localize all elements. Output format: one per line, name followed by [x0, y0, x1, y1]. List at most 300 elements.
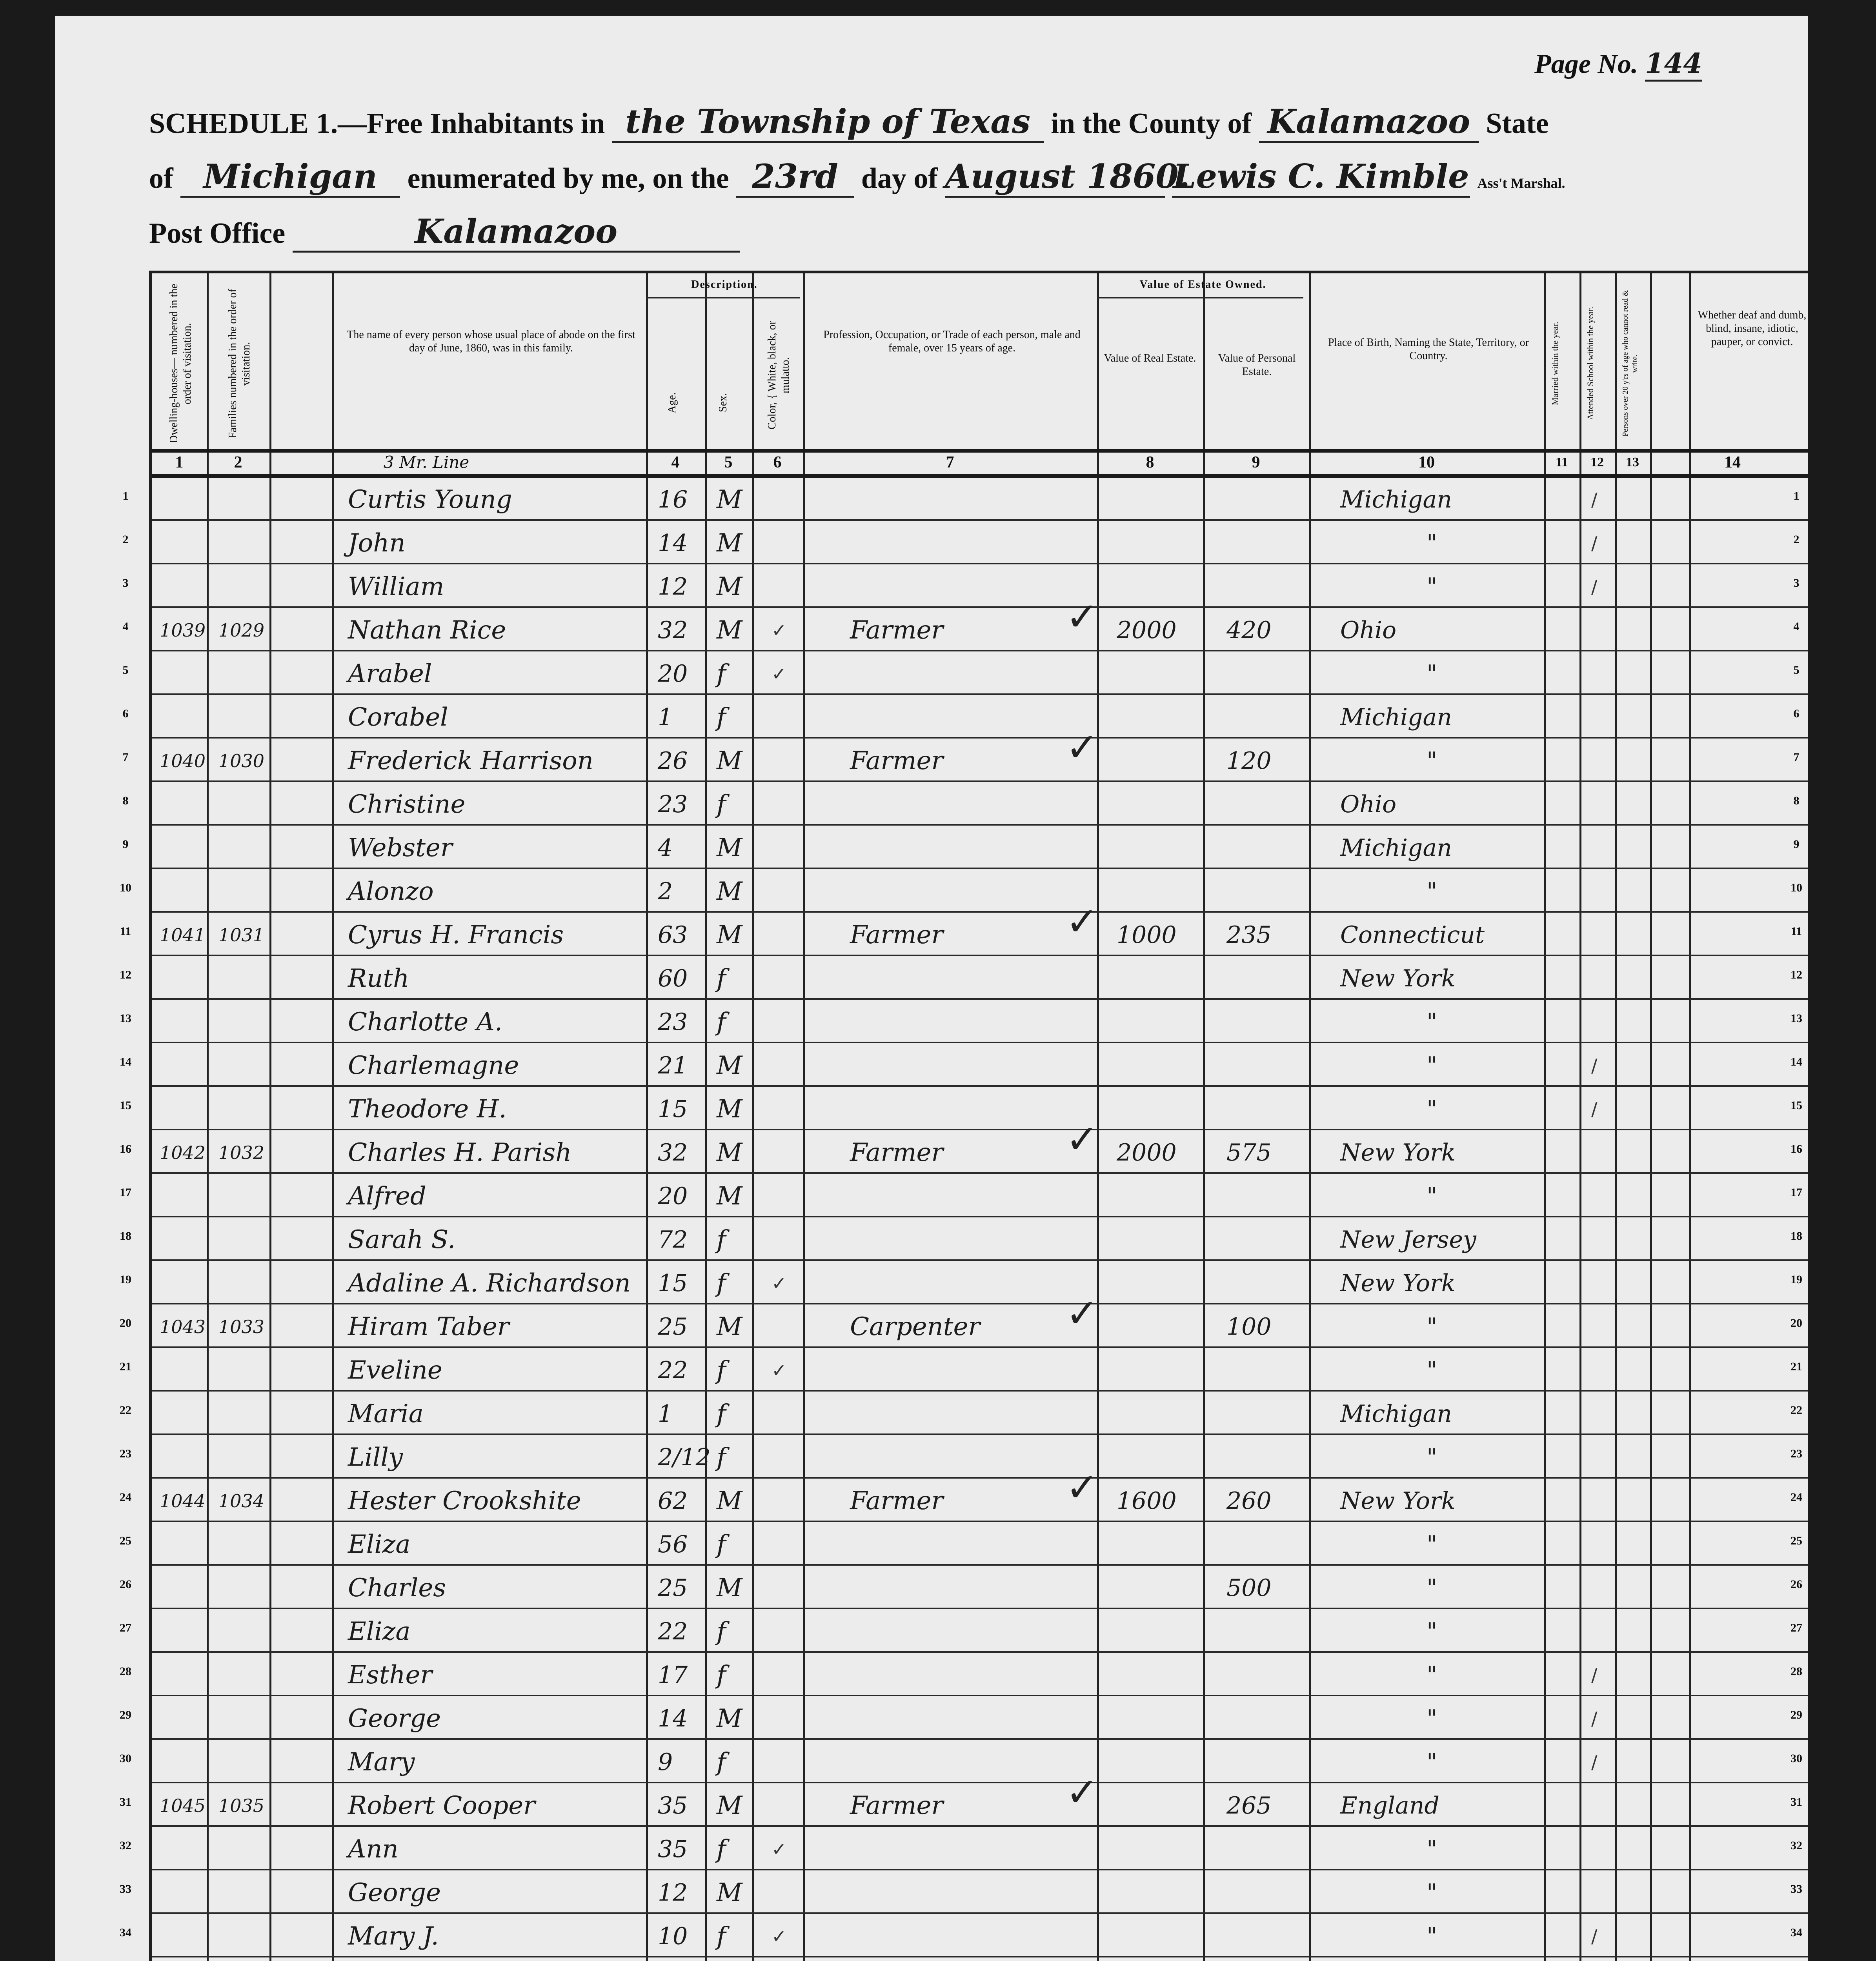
colnum: 11: [1555, 455, 1568, 469]
row-number-right: 10: [1790, 881, 1802, 894]
cell-school: /: [1591, 1752, 1598, 1773]
cell-re: 1000: [1117, 921, 1177, 949]
cell-name: Charles H. Parish: [348, 1138, 572, 1167]
cell-fam: 1030: [218, 750, 265, 771]
cell-school: /: [1591, 533, 1598, 554]
row-number-right: 16: [1790, 1142, 1802, 1155]
cell-age: 26: [658, 747, 688, 775]
cell-birth: New York: [1340, 1487, 1456, 1515]
cell-sex: f: [717, 1835, 726, 1864]
county-label: in the County of: [1051, 107, 1252, 140]
cell-re: 2000: [1117, 617, 1177, 644]
cell-birth: ": [1427, 1748, 1437, 1776]
cell-birth: ": [1427, 529, 1437, 557]
cell-age: 62: [658, 1487, 688, 1515]
header-color: Color, { White, black, or mulatto.: [766, 321, 792, 430]
row-rule: [152, 1172, 1808, 1174]
row-number-left: 34: [120, 1926, 131, 1939]
cell-birth: ": [1427, 1835, 1437, 1863]
col-rule: [1615, 273, 1617, 1961]
cell-sex: f: [717, 1225, 726, 1254]
cell-sex: M: [717, 616, 742, 645]
cell-chk: ✓: [1066, 724, 1099, 770]
cell-occ: Farmer: [850, 616, 943, 645]
row-number-right: 27: [1790, 1621, 1802, 1634]
page-number: [1534, 47, 1702, 82]
cell-re: 1600: [1117, 1487, 1177, 1515]
row-rule: [152, 1216, 1808, 1217]
marshal-title: Ass't Marshal.: [1477, 175, 1565, 191]
row-number-left: 4: [122, 620, 129, 633]
col-rule: [1650, 273, 1652, 1961]
cell-birth: ": [1427, 1705, 1437, 1732]
cell-name: Adaline A. Richardson: [348, 1269, 631, 1298]
header-occupation: Profession, Occupation, or Trade of each person, male and female, over 15 years of age.: [823, 329, 1081, 354]
cell-age: 32: [658, 1139, 688, 1166]
row-rule: [152, 1521, 1808, 1522]
row-number-left: 14: [120, 1055, 131, 1068]
cell-sex: f: [717, 703, 726, 732]
cell-dw: 1040: [160, 750, 206, 771]
cell-sex: M: [717, 746, 742, 775]
cell-age: 22: [658, 1618, 688, 1645]
row-number-right: 3: [1793, 577, 1800, 589]
row-number-right: 31: [1790, 1795, 1802, 1808]
cell-age: 12: [658, 573, 688, 600]
row-number-left: 20: [120, 1317, 131, 1330]
row-number-left: 19: [120, 1273, 131, 1286]
row-number-left: 24: [120, 1491, 131, 1504]
cell-school: /: [1591, 1708, 1598, 1729]
state-field: Michigan: [180, 157, 400, 198]
header-age: Age.: [666, 392, 678, 413]
cell-sex: f: [717, 1356, 726, 1385]
cell-name: Alonzo: [348, 877, 434, 906]
cell-age: 20: [658, 1182, 688, 1210]
month-year-field: August 1860.: [945, 157, 1165, 198]
cell-age: 23: [658, 791, 688, 818]
cell-birth: New York: [1340, 1139, 1456, 1166]
cell-name: Charles: [348, 1574, 446, 1603]
row-number-right: 12: [1790, 968, 1802, 981]
cell-name: Arabel: [348, 659, 432, 688]
cell-sex: M: [717, 1704, 742, 1733]
row-number-right: 4: [1793, 620, 1800, 633]
cell-age: 14: [658, 1705, 688, 1732]
col-rule: [803, 273, 805, 1961]
row-number-left: 8: [122, 794, 129, 807]
cell-name: Charlemagne: [348, 1051, 519, 1080]
row-number-left: 16: [120, 1142, 131, 1155]
cell-birth: ": [1427, 573, 1437, 600]
row-rule: [152, 911, 1808, 913]
cell-occ: Farmer: [850, 920, 943, 950]
cell-birth: ": [1427, 1618, 1437, 1645]
cell-age: 72: [658, 1226, 688, 1253]
row-rule: [152, 824, 1808, 826]
cell-sex: M: [717, 1486, 742, 1515]
cell-school: /: [1591, 1055, 1598, 1076]
cell-name: Theodore H.: [348, 1095, 507, 1124]
cell-name: Curtis Young: [348, 485, 512, 514]
col-rule: [269, 273, 271, 1961]
day-field: 23rd: [736, 157, 854, 198]
cell-birth: ": [1427, 660, 1437, 688]
cell-fam: 1034: [218, 1490, 265, 1512]
header-line-3: [149, 212, 740, 253]
cell-age: 10: [658, 1923, 688, 1950]
cell-occ: Farmer: [850, 1486, 943, 1515]
cell-age: 22: [658, 1357, 688, 1384]
cell-name: Robert Cooper: [348, 1791, 535, 1820]
cell-age: 4: [658, 834, 673, 862]
cell-birth: Michigan: [1340, 834, 1452, 862]
cell-occ: Farmer: [850, 1791, 943, 1820]
row-rule: [152, 780, 1808, 782]
cell-age: 17: [658, 1661, 688, 1689]
cell-name: Hiram Taber: [348, 1312, 509, 1341]
row-rule: [152, 1042, 1808, 1043]
row-rule: [152, 1869, 1808, 1870]
cell-sex: M: [717, 877, 742, 906]
cell-sex: M: [717, 1095, 742, 1124]
cell-col: ✓: [772, 1360, 787, 1381]
row-rule: [152, 519, 1808, 521]
cell-birth: ": [1427, 1879, 1437, 1906]
cell-birth: ": [1427, 1182, 1437, 1210]
cell-age: 56: [658, 1531, 688, 1558]
row-number-left: 26: [120, 1578, 131, 1591]
township-field: the Township of Texas: [612, 102, 1044, 143]
cell-pe: 120: [1226, 747, 1272, 775]
colnum: 2: [234, 453, 242, 471]
row-number-right: 20: [1790, 1317, 1802, 1330]
row-number-left: 31: [120, 1795, 131, 1808]
row-number-left: 13: [120, 1012, 131, 1025]
cell-pe: 235: [1226, 921, 1272, 949]
cell-birth: ": [1427, 1357, 1437, 1384]
cell-name: Alfred: [348, 1182, 426, 1211]
col-rule: [1579, 273, 1581, 1961]
row-number-right: 28: [1790, 1665, 1802, 1678]
census-sheet: [55, 16, 1808, 1961]
row-number-right: 25: [1790, 1534, 1802, 1547]
row-rule: [152, 1564, 1808, 1566]
cell-birth: ": [1427, 1313, 1437, 1341]
header-school: Attended School within the year.: [1585, 307, 1595, 420]
cell-birth: ": [1427, 1095, 1437, 1123]
cell-pe: 100: [1226, 1313, 1272, 1341]
cell-birth: ": [1427, 1008, 1437, 1036]
row-number-right: 8: [1793, 794, 1800, 807]
row-number-left: 7: [122, 751, 129, 764]
cell-name: Eliza: [348, 1617, 411, 1646]
header-description: Description.: [691, 278, 758, 291]
of-label: of: [149, 162, 173, 195]
estate-rule: [1097, 297, 1303, 298]
cell-sex: f: [717, 1661, 726, 1690]
row-number-left: 1: [122, 489, 129, 502]
cell-sex: M: [717, 1051, 742, 1080]
col-rule: [1544, 273, 1546, 1961]
cell-col: ✓: [772, 620, 787, 641]
col-rule: [752, 273, 754, 1961]
row-rule: [152, 1651, 1808, 1653]
post-office-field: Kalamazoo: [293, 212, 740, 253]
colnum-3-note: 3 Mr. Line: [383, 453, 469, 472]
row-number-right: 26: [1790, 1578, 1802, 1591]
row-number-right: 23: [1790, 1447, 1802, 1460]
cell-school: /: [1591, 1926, 1598, 1947]
cell-birth: Connecticut: [1340, 921, 1485, 949]
row-number-right: 18: [1790, 1230, 1802, 1242]
census-table: [149, 271, 1808, 1961]
cell-age: 1: [658, 704, 673, 731]
header-real-estate: Value of Real Estate.: [1104, 352, 1196, 364]
col-rule: [207, 273, 209, 1961]
cell-age: 9: [658, 1748, 673, 1776]
cell-pe: 420: [1226, 617, 1272, 644]
cell-chk: ✓: [1066, 1464, 1099, 1510]
row-rule: [152, 1477, 1808, 1479]
cell-school: /: [1591, 1099, 1598, 1120]
row-number-left: 15: [120, 1099, 131, 1112]
cell-chk: ✓: [1066, 1769, 1099, 1815]
cell-sex: M: [717, 1574, 742, 1603]
cell-pe: 575: [1226, 1139, 1272, 1166]
row-number-right: 5: [1793, 664, 1800, 677]
cell-name: Frederick Harrison: [348, 746, 593, 775]
colnum: 1: [175, 453, 184, 471]
cell-sex: f: [717, 1748, 726, 1777]
cell-age: 15: [658, 1270, 688, 1297]
header-family: Families numbered in the order of visitation.: [227, 289, 252, 438]
cell-sex: M: [717, 1791, 742, 1820]
post-office-label: Post Office: [149, 217, 286, 249]
cell-sex: f: [717, 1269, 726, 1298]
cell-occ: Farmer: [850, 746, 943, 775]
colnum: 14: [1724, 453, 1741, 471]
row-number-right: 2: [1793, 533, 1800, 546]
cell-birth: ": [1427, 878, 1437, 905]
cell-chk: ✓: [1066, 899, 1099, 944]
row-rule: [152, 1956, 1808, 1957]
cell-birth: ": [1427, 1661, 1437, 1689]
row-number-left: 12: [120, 968, 131, 981]
cell-name: Corabel: [348, 703, 448, 732]
header-line-1: [149, 102, 1549, 143]
colnum: 7: [946, 453, 954, 471]
colnum: 10: [1418, 453, 1435, 471]
cell-occ: Carpenter: [850, 1312, 980, 1341]
header-illiterate: Persons over 20 y'rs of age who cannot read & write.: [1621, 290, 1639, 437]
row-number-right: 9: [1793, 838, 1800, 851]
cell-name: Sarah S.: [348, 1225, 456, 1254]
schedule-label: SCHEDULE 1.: [149, 107, 338, 140]
row-rule: [152, 1825, 1808, 1827]
col-rule: [705, 273, 707, 1961]
row-rule: [152, 1303, 1808, 1304]
cell-fam: 1032: [218, 1142, 265, 1163]
description-rule: [646, 297, 800, 298]
cell-birth: ": [1427, 1444, 1437, 1471]
cell-col: ✓: [772, 1926, 787, 1947]
cell-sex: M: [717, 529, 742, 558]
row-number-right: 33: [1790, 1883, 1802, 1896]
cell-name: George: [348, 1704, 441, 1733]
colnum: 6: [773, 453, 782, 471]
row-rule: [152, 606, 1808, 608]
cell-age: 23: [658, 1008, 688, 1036]
row-number-right: 15: [1790, 1099, 1802, 1112]
colnum: 8: [1146, 453, 1154, 471]
row-number-left: 5: [122, 664, 129, 677]
cell-age: 20: [658, 660, 688, 688]
cell-birth: New York: [1340, 965, 1456, 992]
row-number-left: 6: [122, 707, 129, 720]
row-number-right: 7: [1793, 751, 1800, 764]
cell-sex: f: [717, 790, 726, 819]
header-birthplace: Place of Birth, Naming the State, Territory, or Country.: [1328, 337, 1529, 362]
colnum: 5: [724, 453, 733, 471]
cell-birth: Michigan: [1340, 704, 1452, 731]
col-rule: [1309, 273, 1311, 1961]
cell-col: ✓: [772, 1273, 787, 1294]
cell-birth: New Jersey: [1340, 1226, 1476, 1253]
header-infirmities: Whether deaf and dumb, blind, insane, idiotic, pauper, or convict.: [1698, 309, 1807, 348]
page-number-value: 144: [1645, 47, 1702, 82]
cell-birth: Ohio: [1340, 617, 1397, 644]
row-rule: [152, 1738, 1808, 1740]
cell-name: Christine: [348, 790, 466, 819]
cell-sex: M: [717, 833, 742, 862]
row-number-right: 13: [1790, 1012, 1802, 1025]
cell-dw: 1044: [160, 1490, 206, 1512]
cell-sex: M: [717, 920, 742, 950]
cell-pe: 260: [1226, 1487, 1272, 1515]
cell-age: 14: [658, 529, 688, 557]
cell-age: 2/12: [658, 1444, 711, 1471]
state-label: State: [1486, 107, 1549, 140]
cell-sex: M: [717, 1312, 742, 1341]
cell-dw: 1041: [160, 924, 206, 946]
cell-age: 16: [658, 486, 688, 513]
cell-sex: M: [717, 1182, 742, 1211]
row-number-left: 22: [120, 1404, 131, 1417]
row-rule: [152, 868, 1808, 869]
row-rule: [152, 1085, 1808, 1087]
row-rule: [152, 650, 1808, 651]
row-rule: [152, 737, 1808, 739]
cell-age: 25: [658, 1313, 688, 1341]
row-number-left: 18: [120, 1230, 131, 1242]
enumerated-label: enumerated by me, on the: [407, 162, 729, 195]
cell-age: 35: [658, 1835, 688, 1863]
cell-sex: f: [717, 1922, 726, 1951]
cell-name: Cyrus H. Francis: [348, 920, 564, 950]
cell-sex: f: [717, 659, 726, 688]
cell-col: ✓: [772, 663, 787, 684]
colnum: 9: [1252, 453, 1260, 471]
cell-re: 2000: [1117, 1139, 1177, 1166]
cell-age: 15: [658, 1095, 688, 1123]
cell-age: 12: [658, 1879, 688, 1906]
row-number-right: 32: [1790, 1839, 1802, 1852]
row-rule: [152, 693, 1808, 695]
cell-name: John: [348, 529, 406, 558]
cell-name: Webster: [348, 833, 453, 862]
col-rule: [646, 273, 648, 1961]
header-personal-estate: Value of Personal Estate.: [1218, 352, 1296, 378]
colnum: 4: [671, 453, 680, 471]
cell-name: Eliza: [348, 1530, 411, 1559]
colnum: 13: [1626, 455, 1639, 469]
cell-birth: ": [1427, 1574, 1437, 1602]
row-number-right: 34: [1790, 1926, 1802, 1939]
cell-name: Esther: [348, 1661, 432, 1690]
page-number-label: Page No.: [1534, 49, 1638, 79]
cell-name: Charlotte A.: [348, 1008, 503, 1037]
cell-fam: 1033: [218, 1316, 265, 1337]
cell-sex: f: [717, 1443, 726, 1472]
row-number-right: 14: [1790, 1055, 1802, 1068]
cell-birth: New York: [1340, 1270, 1456, 1297]
row-number-left: 21: [120, 1360, 131, 1373]
cell-dw: 1043: [160, 1316, 206, 1337]
row-number-left: 23: [120, 1447, 131, 1460]
cell-fam: 1035: [218, 1795, 265, 1816]
row-rule: [152, 955, 1808, 956]
row-number-left: 17: [120, 1186, 131, 1199]
cell-fam: 1029: [218, 620, 265, 641]
row-number-right: 17: [1790, 1186, 1802, 1199]
row-rule: [152, 1390, 1808, 1392]
cell-school: /: [1591, 489, 1598, 510]
row-number-left: 10: [120, 881, 131, 894]
row-rule: [152, 998, 1808, 1000]
row-number-left: 2: [122, 533, 129, 546]
cell-fam: 1031: [218, 924, 265, 946]
cell-name: Mary J.: [348, 1922, 439, 1951]
cell-age: 1: [658, 1400, 673, 1428]
col-rule: [332, 273, 334, 1961]
cell-sex: f: [717, 1399, 726, 1428]
colnum-bottom-rule: [152, 474, 1808, 478]
cell-name: Hester Crookshite: [348, 1486, 581, 1515]
cell-sex: f: [717, 1008, 726, 1037]
cell-col: ✓: [772, 1839, 787, 1860]
row-number-left: 11: [120, 925, 131, 938]
cell-birth: Ohio: [1340, 791, 1397, 818]
row-number-right: 11: [1790, 925, 1802, 938]
cell-name: Ruth: [348, 964, 409, 993]
cell-age: 25: [658, 1574, 688, 1602]
row-rule: [152, 1129, 1808, 1130]
cell-birth: Michigan: [1340, 1400, 1452, 1428]
row-number-left: 32: [120, 1839, 131, 1852]
row-number-left: 28: [120, 1665, 131, 1678]
cell-name: Ann: [348, 1835, 398, 1864]
row-number-left: 33: [120, 1883, 131, 1896]
row-rule: [152, 1695, 1808, 1696]
cell-pe: 265: [1226, 1792, 1272, 1819]
county-field: Kalamazoo: [1259, 102, 1479, 143]
cell-name: Lilly: [348, 1443, 403, 1472]
col-rule: [1689, 273, 1691, 1961]
cell-pe: 500: [1226, 1574, 1272, 1602]
cell-name: William: [348, 572, 444, 601]
marshal-signature: Lewis C. Kimble: [1172, 157, 1470, 198]
